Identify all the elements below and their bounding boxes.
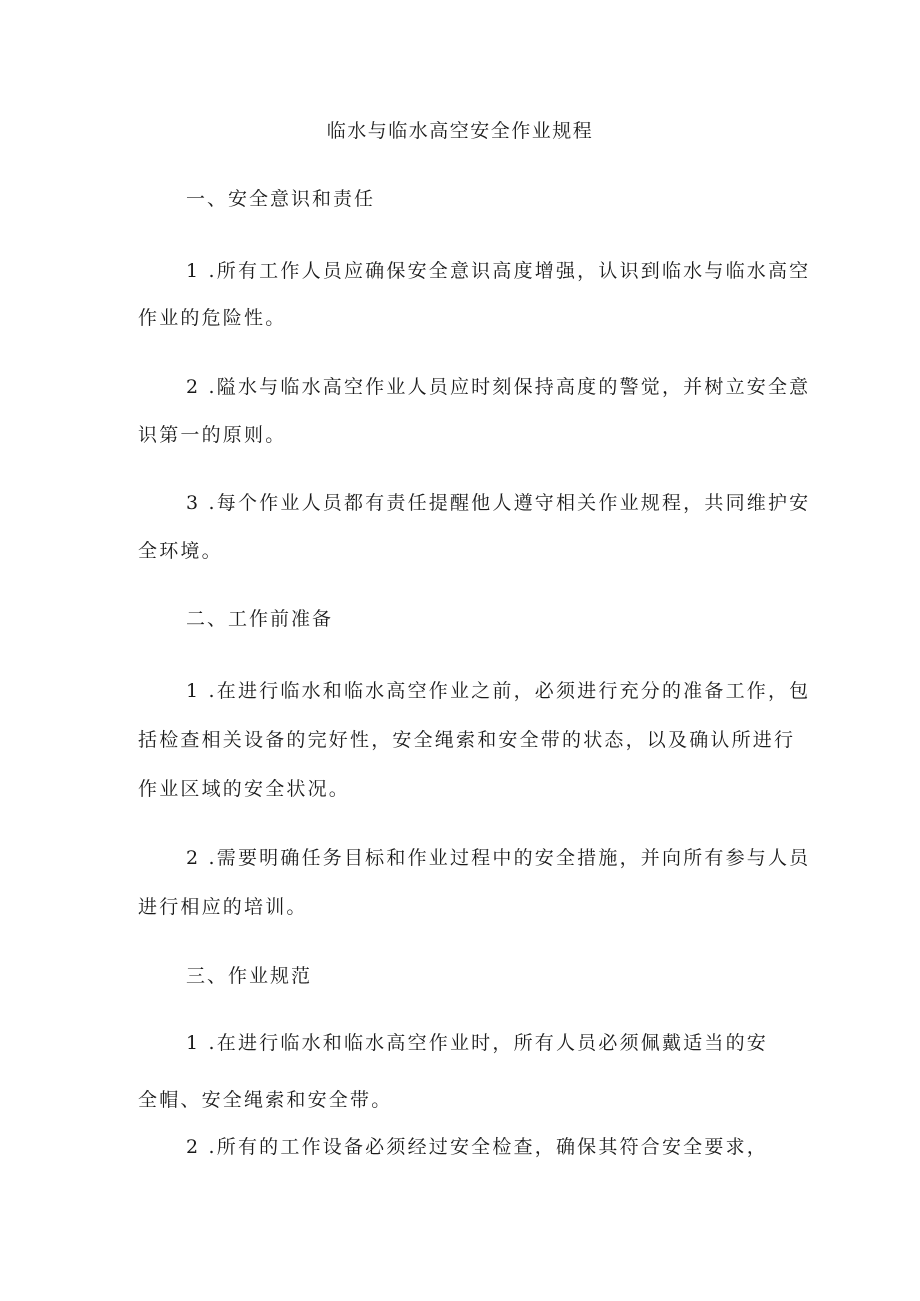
paragraph-1-2-line-1: 2 .隘水与临水高空作业人员应时刻保持高度的警觉，并树立安全意	[186, 376, 811, 398]
section-heading-2: 二、工作前准备	[186, 608, 334, 630]
paragraph-2-1-line-3: 作业区域的安全状况。	[138, 778, 351, 800]
paragraph-2-1-line-2: 括检查相关设备的完好性，安全绳索和安全带的状态，以及确认所进行	[138, 729, 796, 751]
paragraph-1-1-line-2: 作业的危险性。	[138, 307, 287, 329]
section-heading-3: 三、作业规范	[186, 965, 313, 987]
paragraph-3-1-line-1: 1 .在进行临水和临水高空作业时，所有人员必须佩戴适当的安	[186, 1032, 768, 1054]
section-heading-1: 一、安全意识和责任	[186, 188, 376, 210]
paragraph-1-3-line-1: 3 .每个作业人员都有责任提醒他人遵守相关作业规程，共同维护安	[186, 492, 811, 514]
paragraph-2-2-line-1: 2 .需要明确任务目标和作业过程中的安全措施，并向所有参与人员	[186, 847, 811, 869]
paragraph-1-3-line-2: 全环境。	[138, 540, 223, 562]
paragraph-3-1-line-2: 全帽、安全绳索和安全带。	[138, 1089, 393, 1111]
paragraph-3-2-line-1: 2 .所有的工作设备必须经过安全检查，确保其符合安全要求，	[186, 1136, 768, 1158]
paragraph-2-1-line-1: 1 .在进行临水和临水高空作业之前，必须进行充分的准备工作，包	[186, 680, 811, 702]
document-title: 临水与临水高空安全作业规程	[326, 120, 594, 142]
paragraph-1-1-line-1: 1 .所有工作人员应确保安全意识高度增强，认识到临水与临水高空	[186, 260, 811, 282]
paragraph-1-2-line-2: 识第一的原则。	[138, 424, 287, 446]
paragraph-2-2-line-2: 进行相应的培训。	[138, 896, 308, 918]
